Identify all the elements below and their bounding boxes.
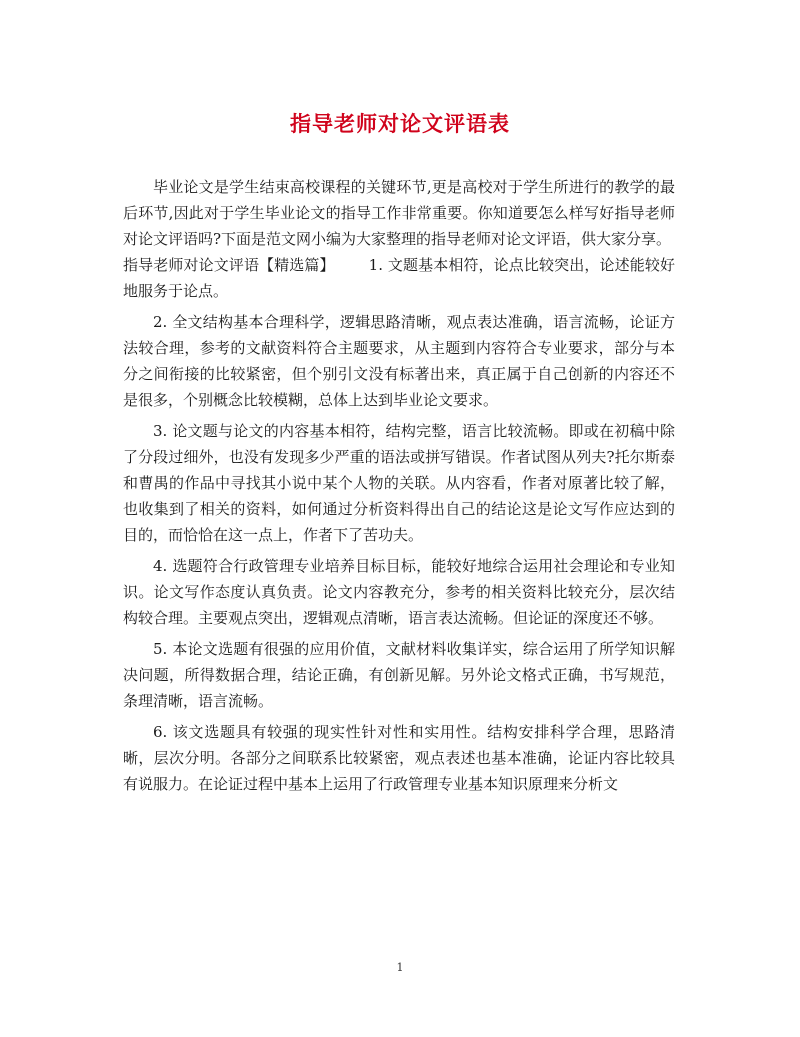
comment-item-4: 4. 选题符合行政管理专业培养目标目标，能较好地综合运用社会理论和专业知识。论文写作态度认真负责。论文内容教充分，参考的相关资料比较充分，层次结构较合理。主要观点突出，逻辑观点清晰，语言表达流畅。但论证的深度还不够。 [123,557,675,627]
page-number: 1 [396,961,404,974]
document-body [123,174,675,802]
intro-paragraph: 毕业论文是学生结束高校课程的关键环节,更是高校对于学生所进行的教学的最后环节,因此对于学生毕业论文的指导工作非常重要。你知道要怎么样写好指导老师对论文评语吗?下面是范文网小编为大家整理的指导老师对论文评语，供大家分享。 [123,178,675,248]
comment-item-3: 3. 论文题与论文的内容基本相符，结构完整，语言比较流畅。即或在初稿中除了分段过细外，也没有发现多少严重的语法或拼写错误。作者试图从列夫?托尔斯泰和曹禺的作品中寻找其小说中某个人物的关联。从内容看，作者对原著比较了解，也收集到了相关的资料，如何通过分析资料得出自己的结论这是论文写作应达到的目的，而恰恰在这一点上，作者下了苦功夫。 [123,422,675,544]
section-heading: 指导老师对论文评语【精选篇】 [123,256,335,274]
document-title: 指导老师对论文评语表 [290,111,510,136]
comment-item-1: 1. 文题基本相符，论点比较突出，论述能较好地服务于论点。 [123,256,675,300]
comment-item-6: 6. 该文选题具有较强的现实性针对性和实用性。结构安排科学合理，思路清晰，层次分明。各部分之间联系比较紧密，观点表述也基本准确，论证内容比较具有说服力。在论证过程中基本上运用了行政管理专业基本知识原理来分析文 [123,723,675,793]
comment-item-2: 2. 全文结构基本合理科学，逻辑思路清晰，观点表达准确，语言流畅，论证方法较合理，参考的文献资料符合主题要求，从主题到内容符合专业要求，部分与本分之间衔接的比较紧密，但个别引文没有标著出来，真正属于自己创新的内容还不是很多，个别概念比较模糊，总体上达到毕业论文要求。 [123,313,675,409]
comment-item-5: 5. 本论文选题有很强的应用价值，文献材料收集详实，综合运用了所学知识解决问题，所得数据合理，结论正确，有创新见解。另外论文格式正确，书写规范，条理清晰，语言流畅。 [123,640,675,710]
section-paragraph [123,252,675,304]
